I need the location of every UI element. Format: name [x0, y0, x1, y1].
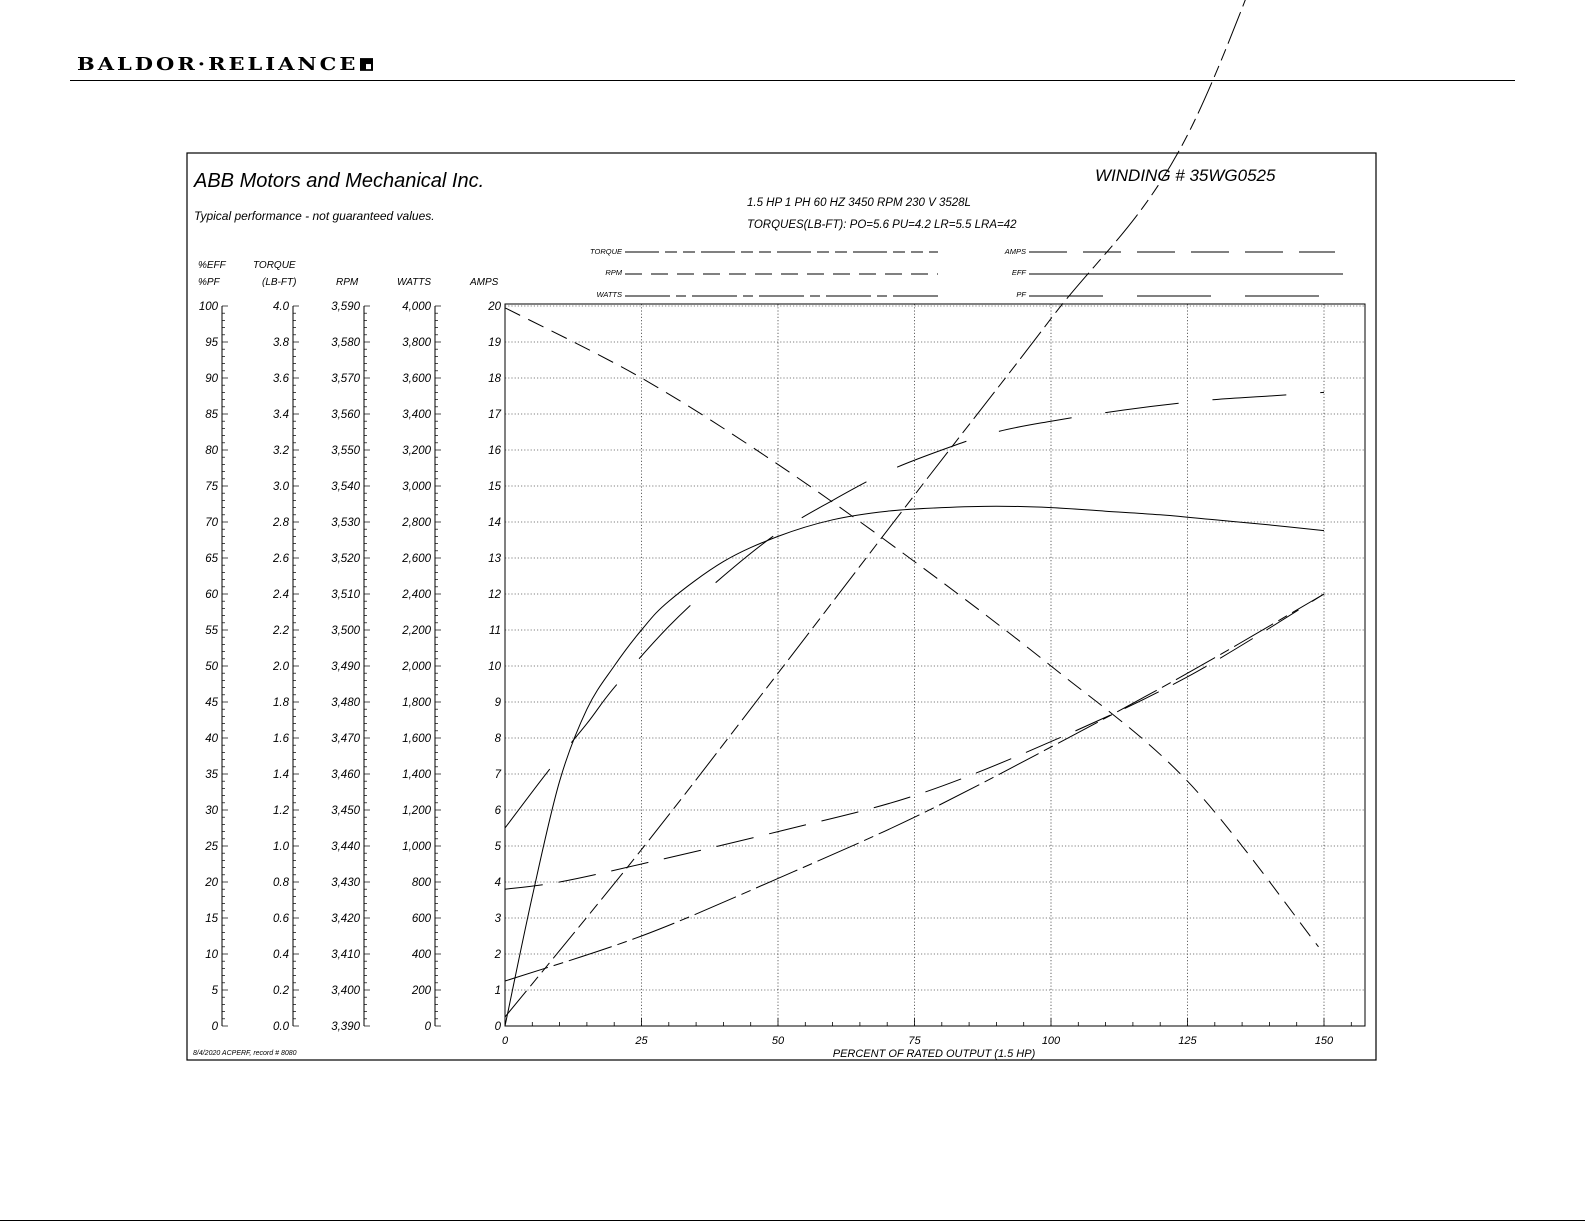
record-note: 8/4/2020 ACPERF, record # 8080 — [193, 1050, 297, 1057]
scale-label-watts: 3,800 — [402, 337, 431, 349]
scale-label-torque: 3.6 — [273, 373, 289, 385]
scale-label-eff_pf: 75 — [205, 481, 218, 493]
scale-label-watts: 1,200 — [402, 805, 431, 817]
scale-label-eff_pf: 15 — [205, 913, 218, 925]
footer-rule — [0, 1220, 1585, 1221]
scale-label-rpm: 3,510 — [331, 589, 360, 601]
scale-label-watts: 3,000 — [402, 481, 431, 493]
scale-label-amps: 9 — [494, 697, 501, 709]
scale-label-rpm: 3,480 — [331, 697, 360, 709]
legend-watts-label: WATTS — [596, 290, 622, 299]
scale-label-watts: 0 — [424, 1021, 431, 1033]
scale-label-watts: 400 — [411, 949, 431, 961]
legend-eff-label: EFF — [1011, 268, 1026, 277]
chart-frame — [187, 153, 1376, 1060]
plot-grid — [505, 304, 1365, 1026]
disclaimer: Typical performance - not guaranteed values. — [194, 209, 435, 223]
scale-label-torque: 4.0 — [273, 301, 289, 313]
scale-label-rpm: 3,450 — [331, 805, 360, 817]
scale-label-torque: 3.2 — [273, 445, 289, 457]
scale-label-amps: 1 — [494, 985, 501, 997]
scale-label-watts: 2,000 — [402, 661, 431, 673]
scale-label-eff_pf: 60 — [205, 589, 218, 601]
scale-label-rpm: 3,560 — [331, 409, 360, 421]
scale-label-amps: 4 — [494, 877, 501, 889]
company-name: ABB Motors and Mechanical Inc. — [194, 170, 485, 192]
scale-label-rpm: 3,590 — [331, 301, 360, 313]
scale-label-torque: 2.2 — [273, 625, 289, 637]
scale-label-eff_pf: 5 — [211, 985, 218, 997]
scale-label-torque: 0.8 — [273, 877, 289, 889]
legend-pf-label: PF — [1016, 290, 1026, 299]
scale-label-eff_pf: 25 — [205, 841, 218, 853]
scale-label-torque: 1.8 — [273, 697, 289, 709]
scale-label-watts: 3,200 — [402, 445, 431, 457]
scale-label-torque: 1.4 — [273, 769, 289, 781]
scale-label-rpm: 3,580 — [331, 337, 360, 349]
series-rpm-line — [505, 308, 1319, 947]
scale-label-eff_pf: 55 — [205, 625, 218, 637]
scale-label-amps: 14 — [488, 517, 501, 529]
scale-label-eff_pf: 20 — [205, 877, 218, 889]
scale-label-torque: 2.0 — [273, 661, 289, 673]
scale-label-watts: 1,000 — [402, 841, 431, 853]
scale-label-torque: 1.0 — [273, 841, 289, 853]
scale-label-amps: 0 — [494, 1021, 501, 1033]
legend-torque-label: TORQUE — [590, 247, 622, 256]
scale-label-eff_pf: 95 — [205, 337, 218, 349]
scale-label-torque: 2.4 — [273, 589, 289, 601]
x-tick-label: 150 — [1314, 1035, 1334, 1047]
scale-label-watts: 2,800 — [402, 517, 431, 529]
scale-label-torque: 0.4 — [273, 949, 289, 961]
scale-label-eff_pf: 90 — [205, 373, 218, 385]
scale-label-eff_pf: 85 — [205, 409, 218, 421]
scale-label-torque: 3.4 — [273, 409, 289, 421]
scale-label-eff_pf: 50 — [205, 661, 218, 673]
scale-label-amps: 18 — [488, 373, 501, 385]
scale-label-amps: 13 — [488, 553, 501, 565]
rpm-header: RPM — [336, 277, 359, 288]
scale-label-eff_pf: 35 — [205, 769, 218, 781]
scale-label-amps: 19 — [488, 337, 501, 349]
x-tick-label: 100 — [1041, 1035, 1061, 1047]
scale-label-amps: 6 — [494, 805, 501, 817]
x-tick-label: 25 — [635, 1035, 648, 1047]
scale-label-watts: 2,600 — [402, 553, 431, 565]
x-axis — [502, 1018, 1351, 1047]
legend-amps-label: AMPS — [1004, 247, 1026, 256]
scale-label-watts: 1,600 — [402, 733, 431, 745]
scale-label-torque: 3.8 — [273, 337, 289, 349]
scale-label-torque: 0.0 — [273, 1021, 289, 1033]
scale-label-rpm: 3,490 — [331, 661, 360, 673]
scale-label-watts: 600 — [411, 913, 431, 925]
scale-label-eff_pf: 70 — [205, 517, 218, 529]
scale-label-amps: 12 — [488, 589, 501, 601]
legend-rpm-label: RPM — [605, 268, 622, 277]
eff-header: %EFF — [198, 260, 226, 271]
watts-header: WATTS — [397, 277, 432, 288]
x-tick-label: 75 — [908, 1035, 921, 1047]
scale-label-eff_pf: 30 — [205, 805, 218, 817]
x-tick-label: 0 — [501, 1035, 509, 1047]
scale-label-rpm: 3,400 — [331, 985, 360, 997]
scale-label-watts: 2,200 — [402, 625, 431, 637]
scale-label-watts: 3,600 — [402, 373, 431, 385]
spec-line-2: TORQUES(LB-FT): PO=5.6 PU=4.2 LR=5.5 LRA=42 — [747, 219, 1017, 231]
scale-label-rpm: 3,470 — [331, 733, 360, 745]
scale-label-torque: 0.2 — [273, 985, 289, 997]
scale-label-amps: 17 — [488, 409, 501, 421]
scale-label-rpm: 3,410 — [331, 949, 360, 961]
scale-label-rpm: 3,540 — [331, 481, 360, 493]
scale-label-amps: 8 — [494, 733, 501, 745]
scale-label-amps: 11 — [489, 625, 501, 637]
scale-label-rpm: 3,420 — [331, 913, 360, 925]
scale-label-rpm: 3,550 — [331, 445, 360, 457]
scale-label-torque: 2.6 — [273, 553, 289, 565]
scale-label-eff_pf: 100 — [198, 301, 218, 313]
scale-label-amps: 10 — [488, 661, 501, 673]
scale-label-rpm: 3,430 — [331, 877, 360, 889]
scale-label-eff_pf: 40 — [205, 733, 218, 745]
scale-label-amps: 2 — [494, 949, 501, 961]
scale-label-rpm: 3,390 — [331, 1021, 360, 1033]
amps-header: AMPS — [470, 277, 499, 288]
scale-label-amps: 7 — [494, 769, 501, 781]
pf-header: %PF — [198, 277, 220, 288]
scale-label-torque: 2.8 — [273, 517, 289, 529]
logo-text: BALDOR·RELIANCE — [77, 53, 359, 75]
scale-label-rpm: 3,570 — [331, 373, 360, 385]
scale-label-rpm: 3,460 — [331, 769, 360, 781]
winding-number: WINDING # 35WG0525 — [1095, 166, 1276, 185]
scale-label-torque: 0.6 — [273, 913, 289, 925]
scale-label-eff_pf: 45 — [205, 697, 218, 709]
scale-label-amps: 3 — [494, 913, 501, 925]
spec-line-1: 1.5 HP 1 PH 60 HZ 3450 RPM 230 V 3528L — [747, 197, 971, 209]
scale-label-watts: 2,400 — [402, 589, 431, 601]
scale-label-amps: 20 — [488, 301, 501, 313]
scale-label-amps: 15 — [488, 481, 501, 493]
scale-label-eff_pf: 65 — [205, 553, 218, 565]
torque-unit-header: (LB-FT) — [262, 277, 297, 288]
scale-label-amps: 5 — [494, 841, 501, 853]
scale-label-rpm: 3,520 — [331, 553, 360, 565]
left-scales — [199, 301, 502, 1033]
scale-label-rpm: 3,500 — [331, 625, 360, 637]
x-axis-label: PERCENT OF RATED OUTPUT (1.5 HP) — [832, 1048, 1036, 1060]
scale-label-rpm: 3,530 — [331, 517, 360, 529]
x-tick-label: 50 — [771, 1035, 785, 1047]
scale-label-torque: 3.0 — [273, 481, 289, 493]
scale-label-watts: 200 — [411, 985, 431, 997]
scale-label-watts: 1,800 — [402, 697, 431, 709]
scale-label-watts: 3,400 — [402, 409, 431, 421]
scale-label-eff_pf: 80 — [205, 445, 218, 457]
scale-label-eff_pf: 0 — [211, 1021, 218, 1033]
scale-label-watts: 4,000 — [402, 301, 431, 313]
torque-header: TORQUE — [253, 260, 296, 271]
scale-label-watts: 1,400 — [402, 769, 431, 781]
scale-label-eff_pf: 10 — [205, 949, 218, 961]
scale-label-amps: 16 — [488, 445, 501, 457]
scale-label-rpm: 3,440 — [331, 841, 360, 853]
scale-label-watts: 800 — [411, 877, 431, 889]
scale-label-torque: 1.2 — [273, 805, 289, 817]
x-tick-label: 125 — [1178, 1035, 1197, 1047]
scale-label-torque: 1.6 — [273, 733, 289, 745]
